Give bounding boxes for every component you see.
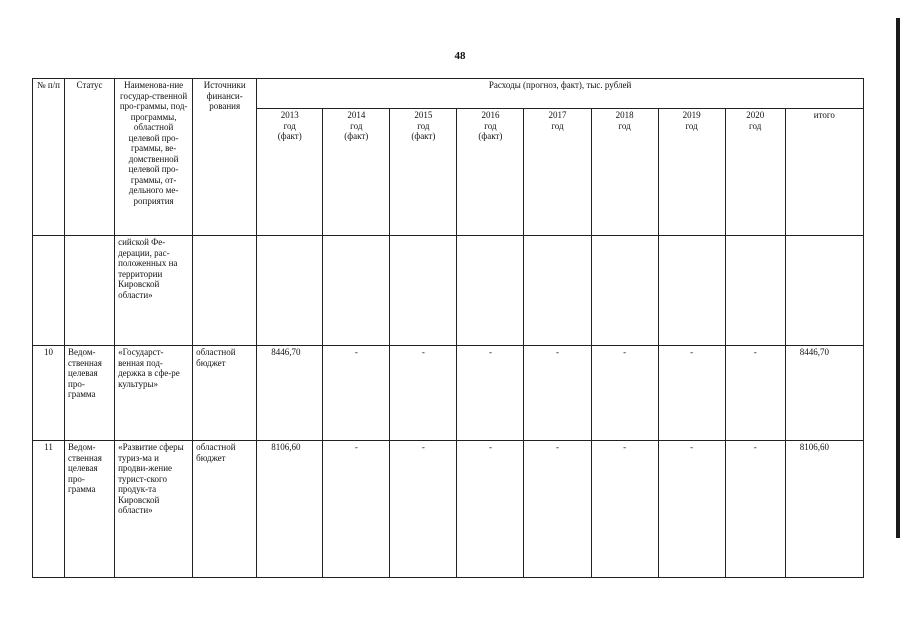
header-expenses: Расходы (прогноз, факт), тыс. рублей bbox=[257, 79, 864, 109]
year-header-2019: 2019 год bbox=[658, 109, 725, 236]
value-2020: - bbox=[725, 441, 785, 578]
value-total: 8446,70 bbox=[785, 346, 863, 441]
value-2014: - bbox=[323, 346, 390, 441]
continuation-row bbox=[33, 236, 864, 346]
header-sources: Источники финанси-рования bbox=[193, 79, 257, 236]
row-name: «Развитие сферы туриз-ма и продви-жение турист-ского продук-та Кировской области» bbox=[115, 441, 193, 578]
value-2019: - bbox=[658, 441, 725, 578]
value-total: 8106,60 bbox=[785, 441, 863, 578]
value-2015: - bbox=[390, 441, 457, 578]
header-name: Наименова-ние государ-ственной про-граммы, под-программы, областной целевой про-граммы, ве-домственной целевой про-граммы, от-дельного ме-роприятия bbox=[115, 79, 193, 236]
page-number: 48 bbox=[454, 50, 466, 62]
year-header-2014: 2014 год (факт) bbox=[323, 109, 390, 236]
year-header-2018: 2018 год bbox=[591, 109, 658, 236]
header-num: № п/п bbox=[33, 79, 65, 236]
value-2016: - bbox=[457, 346, 524, 441]
row-name: «Государст-венная под-держка в сфе-ре культуры» bbox=[115, 346, 193, 441]
value-2020: - bbox=[725, 346, 785, 441]
table-row bbox=[33, 346, 864, 441]
value-2017: - bbox=[524, 346, 591, 441]
value-2015: - bbox=[390, 346, 457, 441]
value-2018: - bbox=[591, 346, 658, 441]
value-2019: - bbox=[658, 346, 725, 441]
budget-table bbox=[32, 78, 864, 578]
row-source: областной бюджет bbox=[193, 346, 257, 441]
year-header-2013: 2013 год (факт) bbox=[257, 109, 323, 236]
header-status: Статус bbox=[65, 79, 115, 236]
table-row bbox=[33, 441, 864, 578]
year-header-2015: 2015 год (факт) bbox=[390, 109, 457, 236]
header-row-top bbox=[33, 79, 864, 109]
value-2018: - bbox=[591, 441, 658, 578]
year-header-2020: 2020 год bbox=[725, 109, 785, 236]
row-num: 10 bbox=[33, 346, 65, 441]
row-source: областной бюджет bbox=[193, 441, 257, 578]
value-2014: - bbox=[323, 441, 390, 578]
row-status: Ведом-ственная целевая про-грамма bbox=[65, 346, 115, 441]
row-num: 11 bbox=[33, 441, 65, 578]
value-2016: - bbox=[457, 441, 524, 578]
value-2017: - bbox=[524, 441, 591, 578]
value-2013: 8106,60 bbox=[257, 441, 323, 578]
row-status: Ведом-ственная целевая про-грамма bbox=[65, 441, 115, 578]
scan-edge-bar bbox=[896, 18, 900, 538]
value-2013: 8446,70 bbox=[257, 346, 323, 441]
total-header: итого bbox=[785, 109, 863, 236]
year-header-2017: 2017 год bbox=[524, 109, 591, 236]
continuation-name: сийской Фе-дерации, рас-положенных на территории Кировской области» bbox=[115, 236, 193, 346]
year-header-2016: 2016 год (факт) bbox=[457, 109, 524, 236]
